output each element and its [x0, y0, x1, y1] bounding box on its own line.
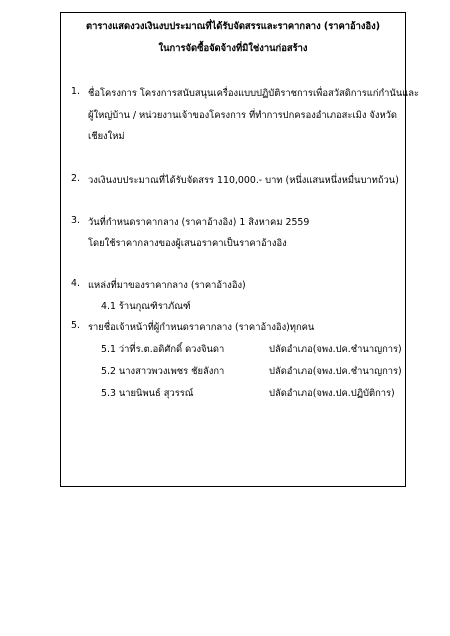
- item-2-number: 2.: [71, 173, 80, 184]
- person-3-name: 5.3 นายนิพนธ์ สุวรรณ์: [101, 388, 194, 399]
- title-line-2: ในการจัดซื้อจัดจ้างที่มิใช่งานก่อสร้าง: [158, 43, 308, 54]
- item-1-line-2: ผู้ใหญ่บ้าน / หน่วยงานเจ้าของโครงการ ที่ทำการปกครองอำเภอสะเมิง จังหวัด: [88, 110, 397, 121]
- item-3-number: 3.: [71, 215, 80, 226]
- item-1-number: 1.: [71, 86, 80, 97]
- person-1-name: 5.1 ว่าที่ร.ต.อดิศักดิ์ ดวงจินดา: [101, 344, 225, 355]
- item-5-line-1: รายชื่อเจ้าหน้าที่ผู้กำหนดราคากลาง (ราคาอ้างอิง)ทุกคน: [88, 322, 315, 333]
- item-3-line-2: โดยใช้ราคากลางของผู้เสนอราคาเป็นราคาอ้างอิง: [88, 238, 287, 249]
- person-2-position: ปลัดอำเภอ(จพง.ปค.ชำนาญการ): [269, 366, 402, 377]
- item-4-line-1: แหล่งที่มาของราคากลาง (ราคาอ้างอิง): [88, 280, 246, 291]
- item-1-line-1: ชื่อโครงการ โครงการสนับสนุนเครื่องแบบปฏิบัติราชการเพื่อสวัสดิการแก่กำนันและ: [88, 88, 420, 99]
- document-frame: [60, 12, 420, 487]
- person-1-position: ปลัดอำเภอ(จพง.ปค.ชำนาญการ): [269, 344, 402, 355]
- person-2-name: 5.2 นางสาวพวงเพชร ชัยลังกา: [101, 366, 225, 377]
- item-1-line-3: เชียงใหม่: [88, 131, 125, 142]
- item-4-number: 4.: [71, 278, 80, 289]
- person-3-position: ปลัดอำเภอ(จพง.ปค.ปฏิบัติการ): [269, 388, 395, 399]
- item-5-number: 5.: [71, 320, 80, 331]
- title-line-1: ตารางแสดงวงเงินงบประมาณที่ได้รับจัดสรรและราคากลาง (ราคาอ้างอิง): [86, 21, 380, 32]
- item-4-1-source: 4.1 ร้านกุณฑิราภัณฑ์: [101, 301, 191, 312]
- item-3-line-1: วันที่กำหนดราคากลาง (ราคาอ้างอิง) 1 สิงหาคม 2559: [88, 217, 310, 228]
- item-2-line-1: วงเงินงบประมาณที่ได้รับจัดสรร 110,000.- บาท (หนึ่งแสนหนึ่งหมื่นบาทถ้วน): [88, 175, 399, 186]
